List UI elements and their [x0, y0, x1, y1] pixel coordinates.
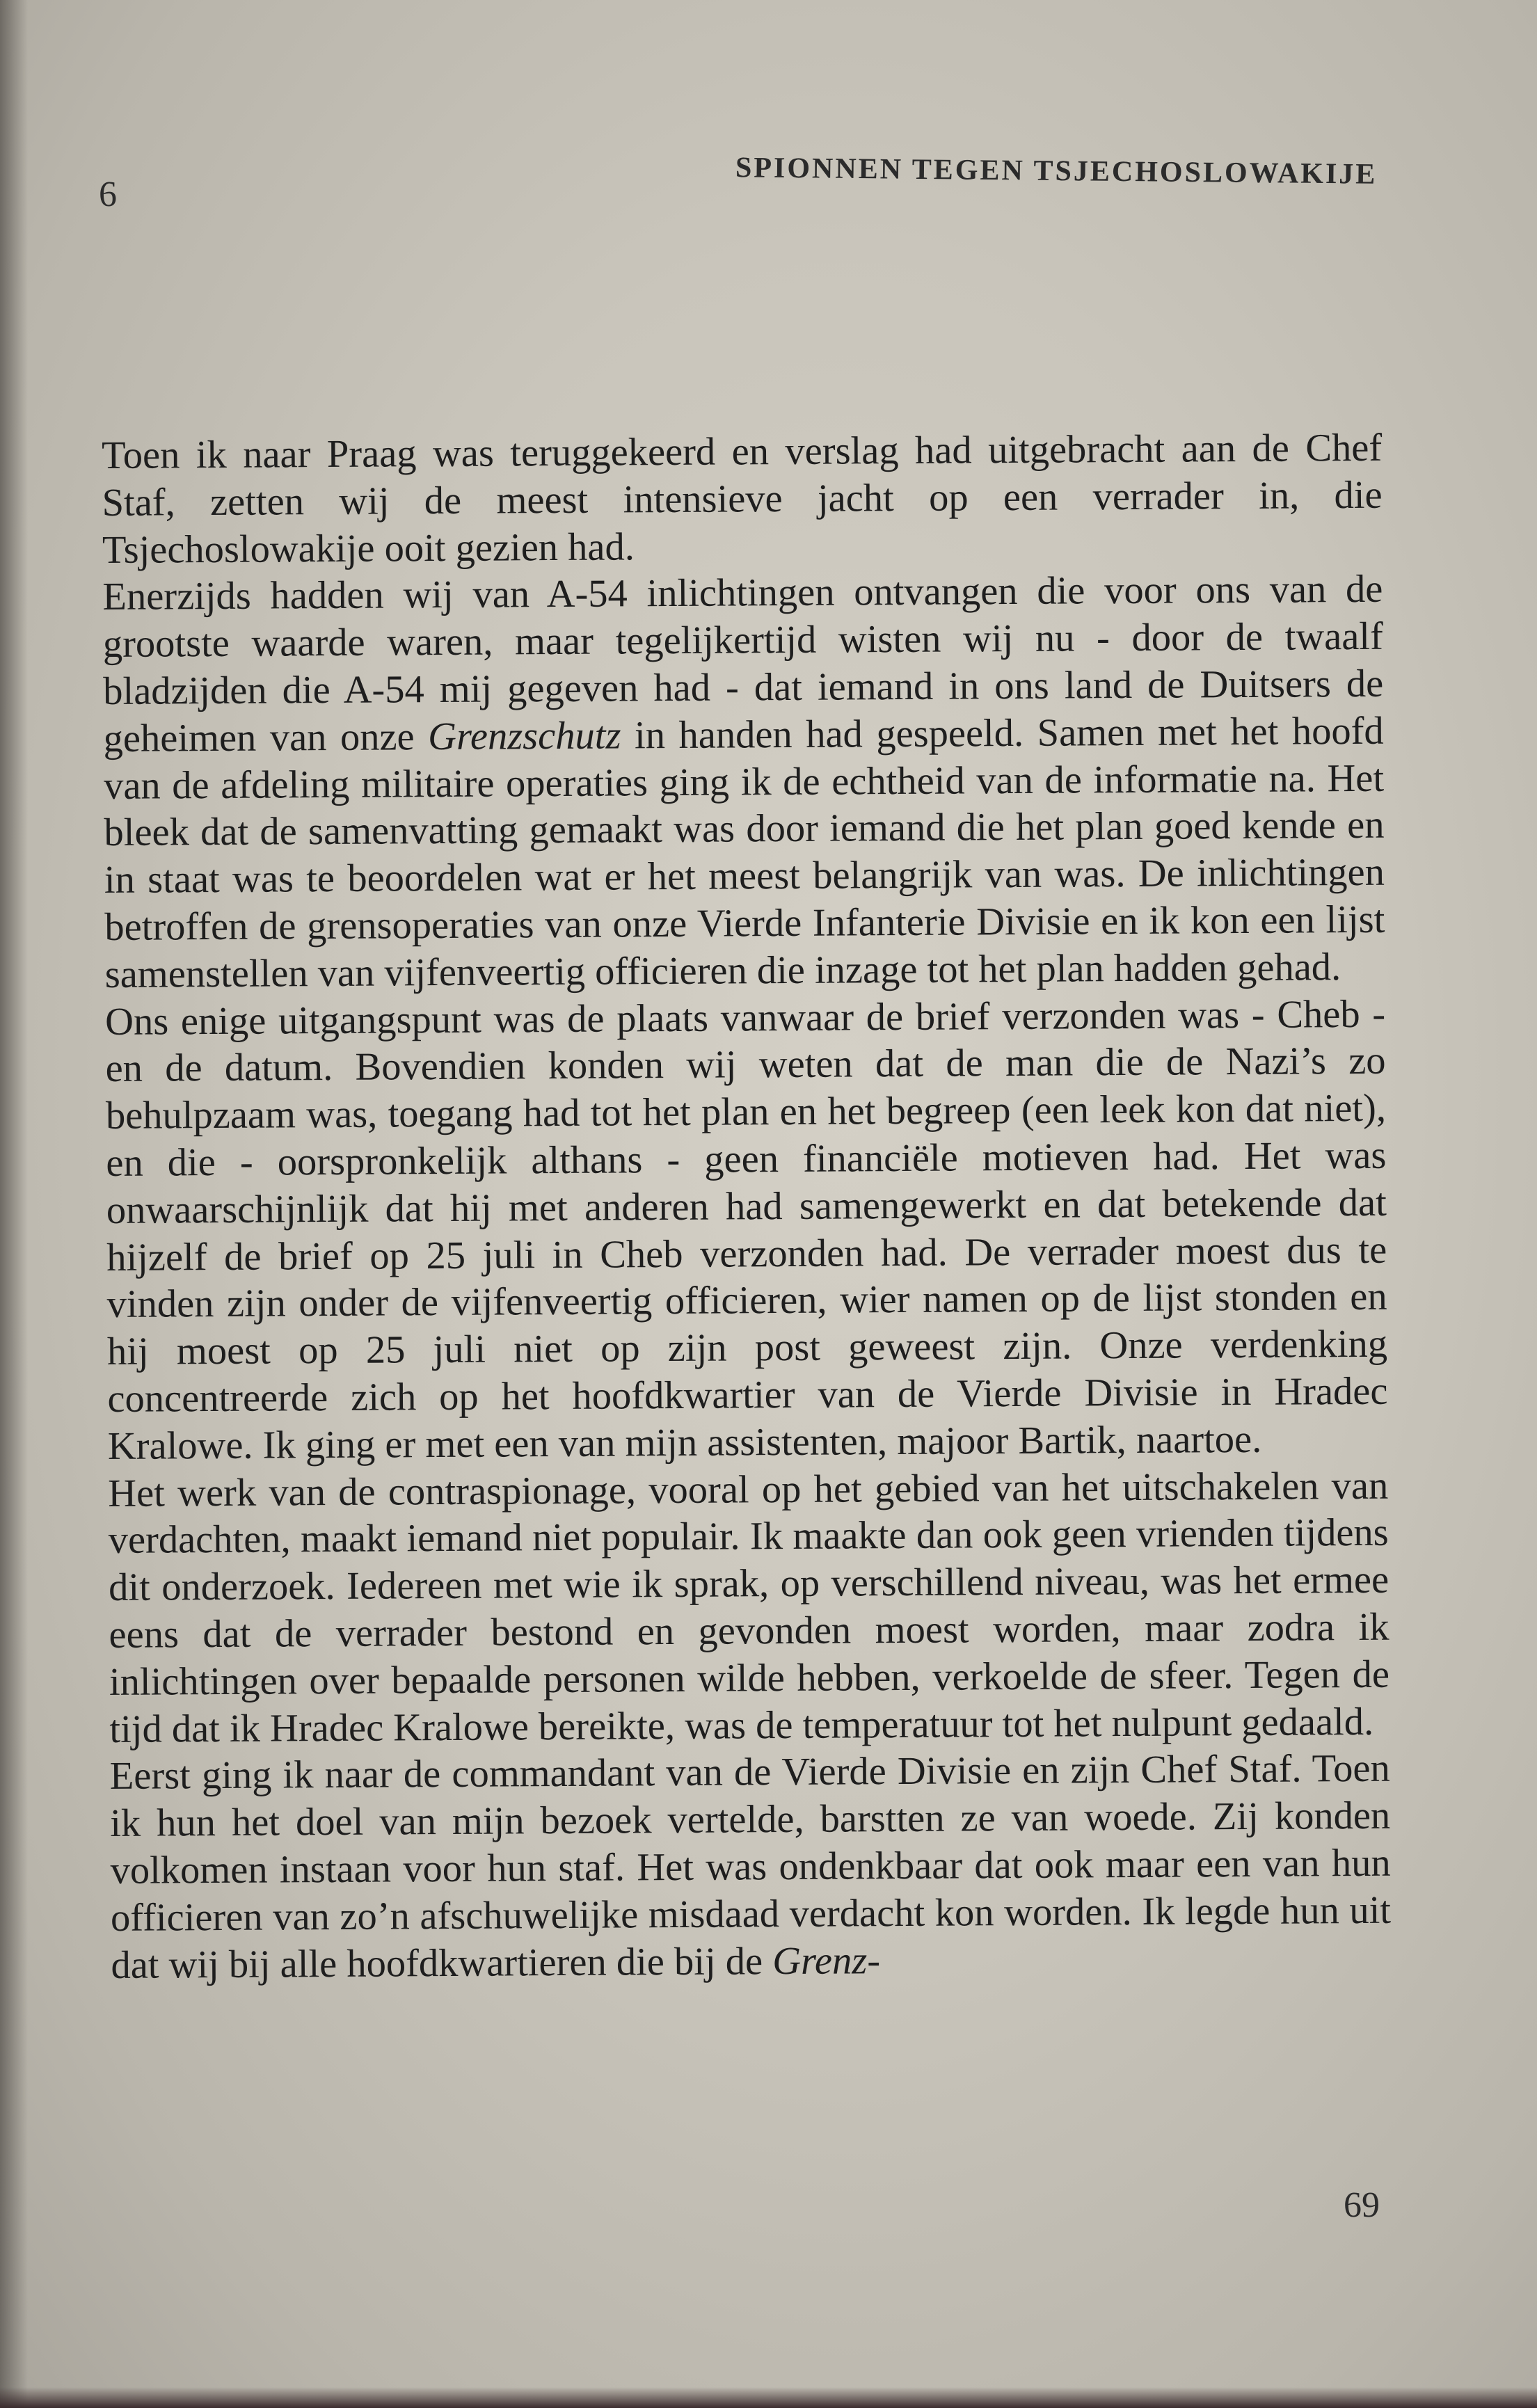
paragraph: [105, 991, 1388, 1470]
text-run: Het werk van de contraspionage, vooral op het gebied van het uitschakelen van verdachten, maakt iemand niet populair. Ik maakte dan ook geen vrienden tijdens dit onderzoek. Iedereen met wie ik sprak, op verschillend niveau, was het ermee eens dat de verrader bestond en gevonden moest worden, maar zodra ik inlichtingen over bepaalde personen wilde hebben, verkoelde de sfeer. Tegen de tijd dat ik Hradec Kralowe bereikte, was de temperatuur tot het nulpunt gedaald.: [108, 1464, 1390, 1751]
text-run: Ons enige uitgangspunt was de plaats vanwaar de brief verzonden was - Cheb - en de datum. Bovendien konden wij weten dat de man die de Nazi’s zo behulpzaam was, toegang had tot het plan en het begreep (een leek kon dat niet), en die - oorspronkelijk althans - geen financiële motieven had. Het was onwaarschijnlijk dat hij met anderen had samengewerkt en dat betekende dat hijzelf de brief op 25 juli in Cheb verzonden had. De verrader moest dus te vinden zijn onder de vijfenveertig officieren, wier namen op de lijst stonden en hij moest op 25 juli niet op zijn post geweest zijn. Onze verdenking concentreerde zich op het hoofdkwartier van de Vierde Divisie in Hradec Kralowe. Ik ging er met een van mijn assistenten, majoor Bartik, naartoe.: [104, 992, 1388, 1468]
chapter-number: 6: [99, 175, 117, 214]
text-run: Enerzijds hadden wij van A-54 inlichtingen ontvangen die voor ons van de grootste waarde waren, maar tegelijkertijd wisten wij nu - door de twaalf bladzijden die A-54 mij gegeven had - dat iemand in ons land de Duitsers de geheimen van onze: [102, 568, 1384, 760]
paragraph: [110, 1746, 1392, 1989]
page-number: 69: [1344, 2185, 1380, 2225]
page-shadow-left: [0, 0, 28, 2408]
running-title: SPIONNEN TEGEN TSJECHOSLOWAKIJE: [735, 152, 1378, 191]
italic-term: Grenzschutz: [428, 714, 621, 758]
page-shadow-bottom: [0, 2387, 1537, 2408]
italic-term: Grenz-: [772, 1938, 881, 1983]
text-run: Eerst ging ik naar de commandant van de Vierde Divisie en zijn Chef Staf. Toen ik hun het doel van mijn bezoek vertelde, barstten ze van woede. Zij konden volkomen instaan voor hun staf. Het was ondenkbaar dat ook maar een van hun officieren van zo’n afschuwelijke misdaad verdacht kon worden. Ik legde hun uit dat wij bij alle hoofdkwartieren die bij de: [109, 1747, 1392, 1987]
paragraph: [102, 425, 1383, 575]
paragraph: [108, 1462, 1389, 1753]
paragraph: [102, 566, 1385, 998]
body-text: [102, 425, 1392, 1989]
text-run: Toen ik naar Praag was teruggekeerd en verslag had uitgebracht aan de Chef Staf, zetten wij de meest intensieve jacht op een verrader in, die Tsjechoslowakije ooit gezien had.: [102, 426, 1383, 572]
text-run: in handen had gespeeld. Samen met het hoofd van de afdeling militaire operaties ging ik de echtheid van de informatie na. Het bleek dat de samenvatting gemaakt was door iemand die het plan goed kende en in staat was te beoordelen wat er het meest belangrijk van was. De inlichtingen betroffen de grensoperaties van onze Vierde Infanterie Divisie en ik kon een lijst samenstellen van vijfenveertig officieren die inzage tot het plan hadden gehad.: [103, 709, 1385, 996]
